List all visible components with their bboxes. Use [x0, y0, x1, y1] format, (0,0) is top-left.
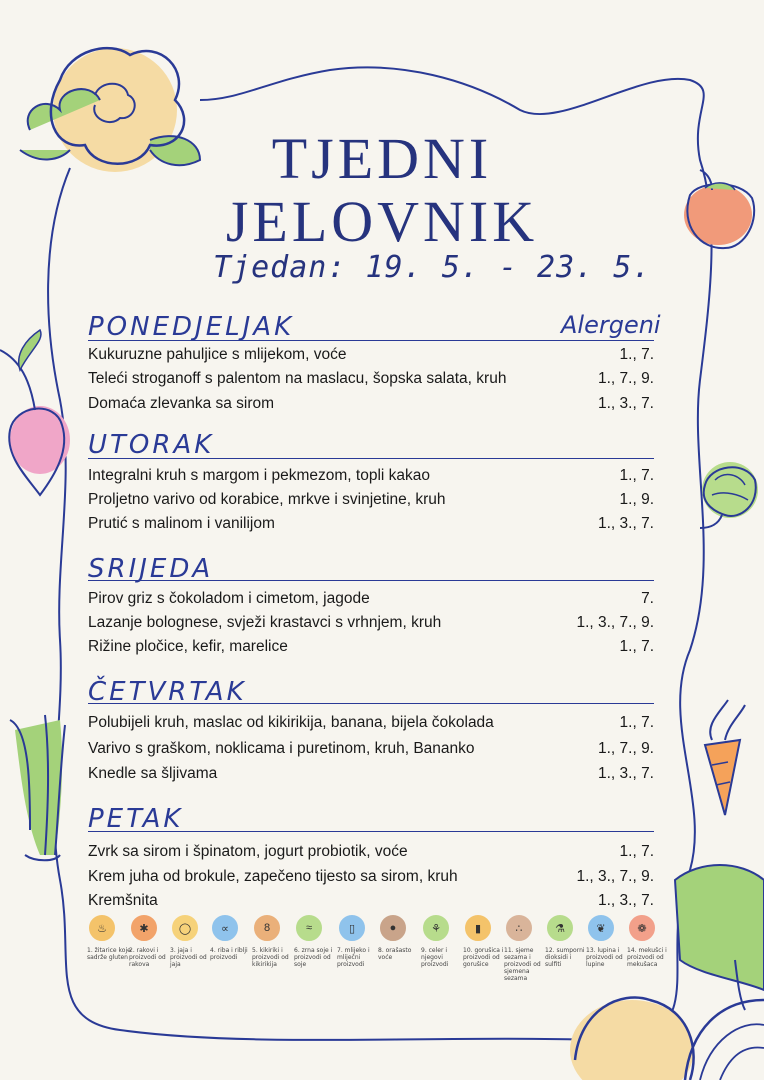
meal-allergens: 1., 3., 7., 9.	[576, 868, 654, 885]
legend-label: 10. gorušica i proizvodi od gorušice	[463, 947, 504, 968]
page-title-line-1: TJEDNI	[271, 126, 493, 191]
meal-item: Kukuruzne pahuljice s mlijekom, voće	[88, 346, 347, 363]
beetroot-illustration	[0, 330, 70, 495]
day-tuesday: UTORAK	[88, 430, 215, 460]
page-title-line-2: JELOVNIK	[225, 189, 539, 254]
artichoke-illustration	[700, 462, 758, 528]
legend-label: 9. celer i njegovi proizvodi	[421, 947, 449, 968]
legend-item-7	[337, 915, 381, 968]
meal-allergens: 1., 7.	[619, 843, 654, 860]
week-range: Tjedan: 19. 5. - 23. 5.	[213, 250, 652, 285]
meal-allergens: 1., 7.	[619, 638, 654, 655]
meal-item: Krem juha od brokule, zapečeno tijesto sa sirom, kruh	[88, 868, 458, 885]
meal-item: Zvrk sa sirom i špinatom, jogurt probiotik, voće	[88, 843, 408, 860]
sesame-icon: ∴	[506, 915, 532, 941]
meal-allergens: 7.	[641, 590, 654, 607]
legend-label: 5. kikiriki i proizvodi od kikirikija	[252, 947, 289, 968]
soy-icon: ≈	[296, 915, 322, 941]
meal-allergens: 1., 7.	[619, 346, 654, 363]
lupin-icon: ❦	[588, 915, 614, 941]
legend-label: 12. sumporni dioksidi i sulfiti	[545, 947, 585, 968]
legend-item-5	[252, 915, 296, 968]
legend-item-9	[421, 915, 465, 968]
meal-item: Rižine pločice, kefir, marelice	[88, 638, 288, 655]
meal-item: Kremšnita	[88, 892, 158, 909]
legend-item-12	[545, 915, 589, 968]
meal-item: Lazanje bolognese, svježi krastavci s vrhnjem, kruh	[88, 614, 442, 631]
legend-label: 7. mlijeko i mliječni proizvodi	[337, 947, 370, 968]
legend-item-14	[627, 915, 671, 968]
mollusc-icon: ❁	[629, 915, 655, 941]
legend-item-11	[504, 915, 548, 982]
meal-item: Domaća zlevanka sa sirom	[88, 395, 275, 412]
day-divider	[88, 703, 654, 704]
sulfite-icon: ⚗	[547, 915, 573, 941]
legend-label: 13. lupina i proizvodi od lupine	[586, 947, 623, 968]
milk-icon: ▯	[339, 915, 365, 941]
egg-icon: ◯	[172, 915, 198, 941]
legend-label: 2. rakovi i proizvodi od rakova	[129, 947, 166, 968]
meal-item: Varivo s graškom, noklicama i puretinom, kruh, Bananko	[88, 740, 475, 757]
nut-icon: ●	[380, 915, 406, 941]
legend-label: 6. zrna soje i proizvodi od soje	[294, 947, 333, 968]
legend-item-1	[87, 915, 131, 961]
crab-icon: ✱	[131, 915, 157, 941]
carrot-illustration	[705, 700, 745, 815]
day-divider	[88, 458, 654, 459]
meal-item: Integralni kruh s margom i pekmezom, topli kakao	[88, 467, 431, 484]
day-divider	[88, 340, 654, 341]
meal-allergens: 1., 7., 9.	[597, 740, 654, 757]
meal-allergens: 1., 3., 7., 9.	[576, 614, 654, 631]
legend-item-10	[463, 915, 507, 968]
meal-item: Knedle sa šljivama	[88, 765, 218, 782]
meal-allergens: 1., 7.	[619, 467, 654, 484]
meal-item: Prutić s malinom i vanilijom	[88, 515, 275, 532]
meal-item: Teleći stroganoff s palentom na maslacu, šopska salata, kruh	[88, 370, 507, 387]
legend-label: 14. mekušci i proizvodi od mekušaca	[627, 947, 667, 968]
meal-allergens: 1., 7., 9.	[597, 370, 654, 387]
legend-label: 1. žitarice koje sadrže gluten	[87, 947, 131, 961]
day-monday: PONEDJELJAK	[88, 312, 295, 342]
meal-allergens: 1., 9.	[619, 491, 654, 508]
meal-allergens: 1., 3., 7.	[597, 395, 654, 412]
meal-allergens: 1., 3., 7.	[597, 892, 654, 909]
legend-item-6	[294, 915, 338, 968]
day-divider	[88, 831, 654, 832]
meal-item: Pirov griz s čokoladom i cimetom, jagode	[88, 590, 370, 607]
meal-item: Polubijeli kruh, maslac od kikirikija, banana, bijela čokolada	[88, 714, 494, 731]
legend-label: 11. sjeme sezama i proizvodi od sjemena sezama	[504, 947, 541, 982]
day-wednesday: SRIJEDA	[88, 554, 214, 584]
legend-label: 3. jaja i proizvodi od jaja	[170, 947, 207, 968]
celery-icon: ⚘	[423, 915, 449, 941]
legend-item-13	[586, 915, 630, 968]
meal-allergens: 1., 7.	[619, 714, 654, 731]
legend-item-4	[210, 915, 254, 961]
celery-illustration	[10, 715, 65, 860]
allergens-heading: Alergeni	[561, 311, 661, 339]
mustard-icon: ▮	[465, 915, 491, 941]
legend-item-2	[129, 915, 173, 968]
fish-icon: ∝	[212, 915, 238, 941]
peanut-icon: 8	[254, 915, 280, 941]
meal-allergens: 1., 3., 7.	[597, 765, 654, 782]
meal-allergens: 1., 3., 7.	[597, 515, 654, 532]
legend-label: 8. orašasto voće	[378, 947, 412, 961]
day-divider	[88, 580, 654, 581]
legend-item-3	[170, 915, 214, 968]
legend-label: 4. riba i riblji proizvodi	[210, 947, 248, 961]
legend-item-8	[378, 915, 422, 961]
meal-item: Proljetno varivo od korabice, mrkve i svinjetine, kruh	[88, 491, 446, 508]
day-thursday: ČETVRTAK	[88, 677, 247, 707]
wheat-icon: ♨	[89, 915, 115, 941]
day-friday: PETAK	[88, 804, 184, 834]
